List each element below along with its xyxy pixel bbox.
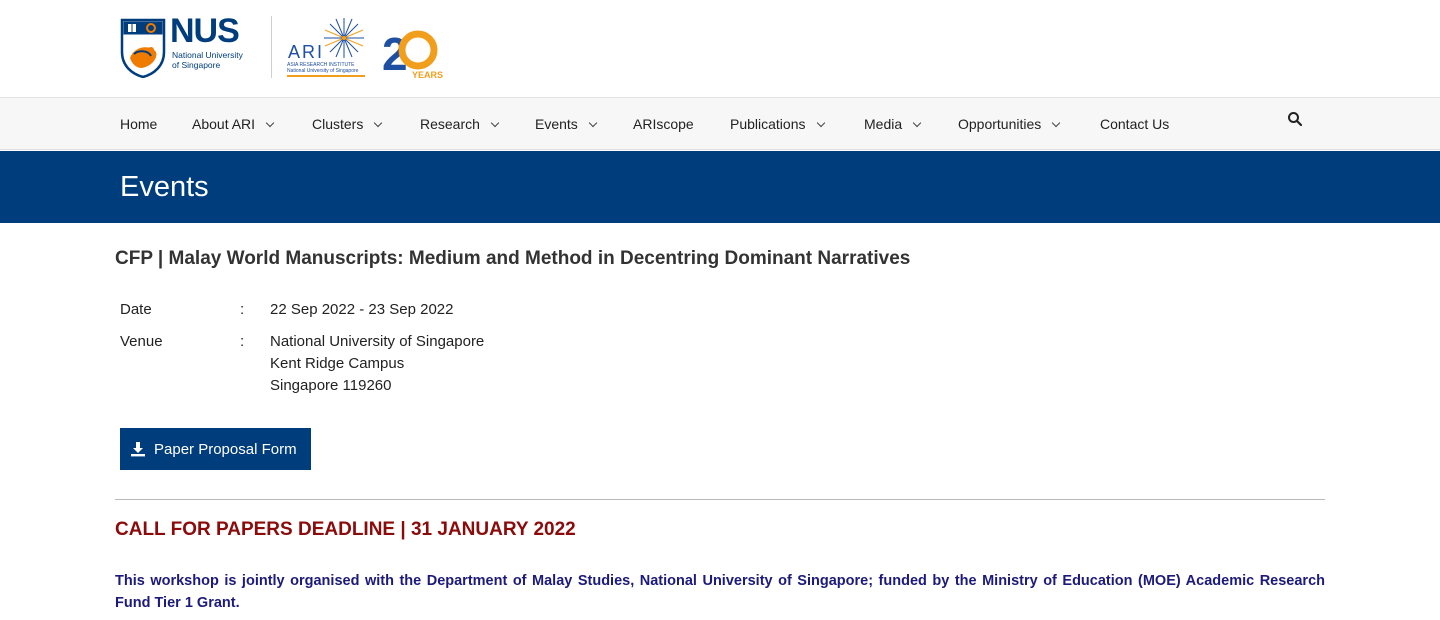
chevron-down-icon bbox=[266, 118, 274, 126]
chevron-down-icon bbox=[589, 118, 597, 126]
date-value: 22 Sep 2022 - 23 Sep 2022 bbox=[270, 301, 454, 318]
venue-line-2: Kent Ridge Campus bbox=[270, 355, 405, 372]
nav-item-home[interactable] bbox=[120, 116, 157, 132]
nav-item-label: Events bbox=[535, 116, 578, 132]
organiser-note: This workshop is jointly organised with the Department of Malay Studies, National University of Singapore; funded by the Ministry of Education (MOE) Academic Research Fund Tier 1 Grant. bbox=[115, 573, 1325, 611]
venue-colon: : bbox=[240, 333, 245, 350]
paper-proposal-form-button[interactable] bbox=[120, 428, 311, 470]
nav-item-label: Opportunities bbox=[958, 116, 1042, 132]
nus-wordmark: NUS bbox=[170, 12, 239, 50]
main-navigation bbox=[0, 98, 1440, 150]
page-title: Events bbox=[120, 171, 209, 203]
ari-wordmark: ARI bbox=[288, 42, 325, 62]
nav-item-contact-us[interactable] bbox=[1100, 116, 1169, 132]
nav-item-label: Publications bbox=[730, 116, 806, 132]
event-title: CFP | Malay World Manuscripts: Medium and Method in Decentring Dominant Narratives bbox=[115, 248, 911, 269]
nav-item-events[interactable] bbox=[535, 116, 596, 132]
ari-underline bbox=[287, 75, 365, 77]
site-header bbox=[0, 0, 1440, 98]
nav-item-publications[interactable] bbox=[730, 116, 824, 132]
nav-item-about-ari[interactable] bbox=[192, 116, 273, 132]
chevron-down-icon bbox=[913, 118, 921, 126]
venue-line-3: Singapore 119260 bbox=[270, 377, 392, 394]
twenty-years-logo bbox=[382, 26, 444, 80]
nav-item-label: Research bbox=[420, 116, 480, 132]
ari-starburst-icon bbox=[322, 16, 366, 60]
ari-logo[interactable] bbox=[286, 16, 368, 78]
nav-item-research[interactable] bbox=[420, 116, 498, 132]
ari-subtitle-1: ASIA RESEARCH INSTITUTE bbox=[287, 62, 355, 68]
nav-item-label: Contact Us bbox=[1100, 116, 1170, 132]
page-banner bbox=[0, 151, 1440, 223]
logo-divider bbox=[271, 16, 272, 78]
chevron-down-icon bbox=[816, 118, 824, 126]
chevron-down-icon bbox=[1052, 118, 1060, 126]
nav-item-label: About ARI bbox=[192, 116, 256, 132]
ari-subtitle-2: National University of Singapore bbox=[287, 68, 359, 74]
nav-item-ariscope[interactable] bbox=[633, 116, 694, 132]
nav-item-label: ARIscope bbox=[633, 116, 694, 132]
button-label: Paper Proposal Form bbox=[154, 440, 297, 458]
search-icon[interactable] bbox=[1286, 110, 1304, 128]
nav-item-opportunities[interactable] bbox=[958, 116, 1059, 132]
section-divider bbox=[115, 499, 1325, 500]
nus-crest-icon bbox=[120, 18, 166, 78]
cfp-deadline-heading: CALL FOR PAPERS DEADLINE | 31 JANUARY 2022 bbox=[115, 519, 576, 540]
download-icon bbox=[130, 441, 146, 457]
chevron-down-icon bbox=[491, 118, 499, 126]
venue-line-1: National University of Singapore bbox=[270, 333, 485, 350]
venue-label: Venue bbox=[120, 333, 163, 350]
anniversary-number-2: 2 bbox=[382, 28, 408, 80]
date-label: Date bbox=[120, 301, 152, 318]
nav-item-label: Media bbox=[864, 116, 903, 132]
nav-item-label: Clusters bbox=[312, 116, 364, 132]
chevron-down-icon bbox=[374, 118, 382, 126]
anniversary-label: YEARS bbox=[412, 70, 444, 80]
nav-item-label: Home bbox=[120, 116, 158, 132]
nav-item-media[interactable] bbox=[864, 116, 920, 132]
nus-subtitle: National University of Singapore bbox=[172, 50, 243, 70]
nus-logo[interactable] bbox=[120, 12, 255, 78]
date-colon: : bbox=[240, 301, 245, 318]
nav-item-clusters[interactable] bbox=[312, 116, 381, 132]
